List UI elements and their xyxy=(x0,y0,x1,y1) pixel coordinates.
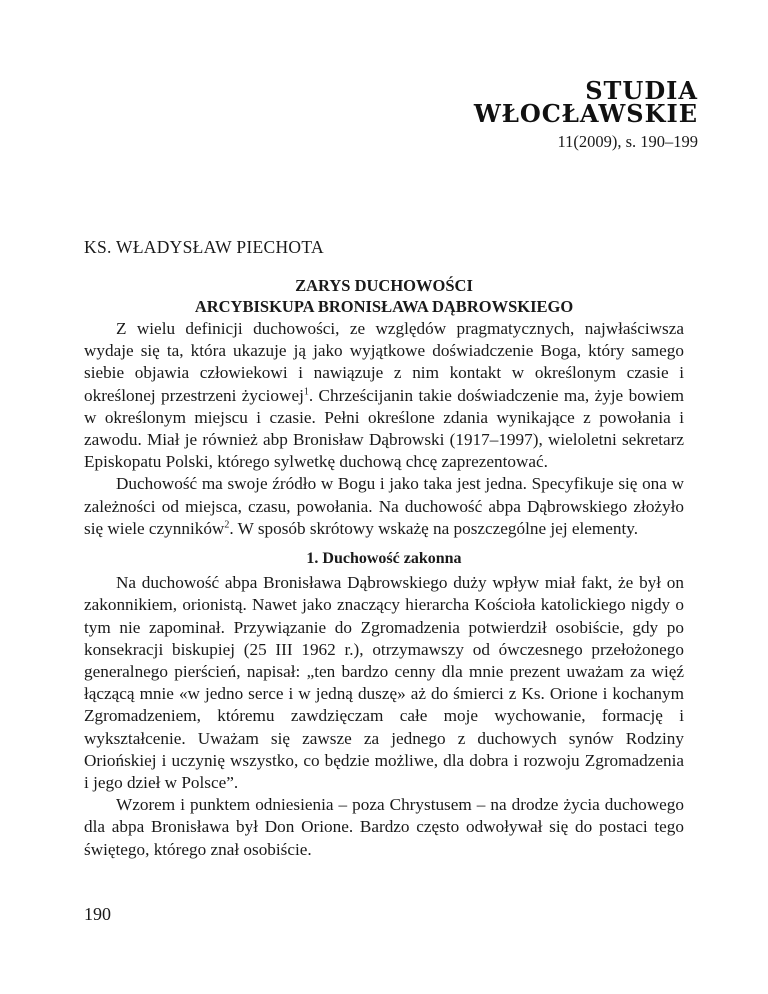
journal-logo-line2: WŁOCŁAWSKIE xyxy=(473,99,698,128)
footnote-ref-1: 1 xyxy=(303,385,309,397)
article-title-line2: ARCYBISKUPA BRONISŁAWA DĄBROWSKIEGO xyxy=(194,297,574,316)
article-author: KS. WŁADYSŁAW PIECHOTA xyxy=(84,237,324,257)
journal-masthead xyxy=(473,76,698,152)
article-title-line1: ZARYS DUCHOWOŚCI xyxy=(295,276,473,295)
article-body xyxy=(84,318,684,861)
paragraph-2-text-a: Duchowość ma swoje źródło w Bogu i jako taka jest jedna. Specyfikuje się ona w zależności od miejsca, czasu, powołania. Na duchowość abpa Dąbrowskiego złożyło się wiele czynników xyxy=(84,474,684,538)
paragraph-2 xyxy=(84,473,684,540)
paragraph-1-text-b: . Chrześcijanin takie doświadczenie ma, żyje bowiem w określonym miejscu i czasie. Pełni określone zdania wynikające z powołania i zawodu. Miał je również abp Bronisław Dąbrowski (1917–1997), wieloletni sekretarz Episkopatu Polski, którego sylwetkę duchową chcę zaprezentować. xyxy=(84,385,684,472)
footnote-ref-2: 2 xyxy=(224,519,230,531)
journal-logo-line1: STUDIA xyxy=(585,76,698,105)
section-heading: 1. Duchowość zakonna xyxy=(306,550,462,568)
paragraph-2-text-b: . W sposób skrótowy wskażę na poszczególne jej elementy. xyxy=(229,518,639,538)
paragraph-1 xyxy=(84,318,684,473)
paragraph-4: Wzorem i punktem odniesienia – poza Chrystusem – na drodze życia duchowego dla abpa Bronisława był Don Orione. Bardzo często odwoływał się do postaci tego świętego, którego znał osobiście. xyxy=(84,795,684,859)
paragraph-1-text-a: Z wielu definicji duchowości, ze względów pragmatycznych, najwłaściwsza wydaje się ta, która ukazuje ją jako wyjątkowe doświadczenie Boga, który samego siebie objawia człowiekowi i nawiązuje z nim kontakt w określonym czasie i określonej przestrzeni życiowej xyxy=(84,319,684,405)
paragraph-3: Na duchowość abpa Bronisława Dąbrowskiego duży wpływ miał fakt, że był on zakonnikiem, orionistą. Nawet jako znaczący hierarcha Kościoła katolickiego nigdy o tym nie zapominał. Przywiązanie do Zgromadzenia potwierdził osobiście, gdy po konsekracji biskupiej (25 III 1962 r.), otrzymawszy od ówczesnego przełożonego generalnego pierścień, napisał: „ten bardzo cenny dla mnie prezent uważam za więź łączącą mnie «w jedno serce i w jedną duszę» aż do śmierci z Ks. Orione i kochanym Zgromadzeniem, któremu zawdzięczam całe moje wychowanie, formację i wykształcenie. Uważam się zawsze za jednego z duchowych synów Rodziny Oriońskiej i uczynię wszystko, co będzie możliwe, dla dobra i rozwoju Zgromadzenia i jego dzieł w Polsce”. xyxy=(84,573,684,793)
issue-reference: 11(2009), s. 190–199 xyxy=(557,132,698,151)
article-title xyxy=(84,275,684,317)
page-number: 190 xyxy=(84,904,111,924)
